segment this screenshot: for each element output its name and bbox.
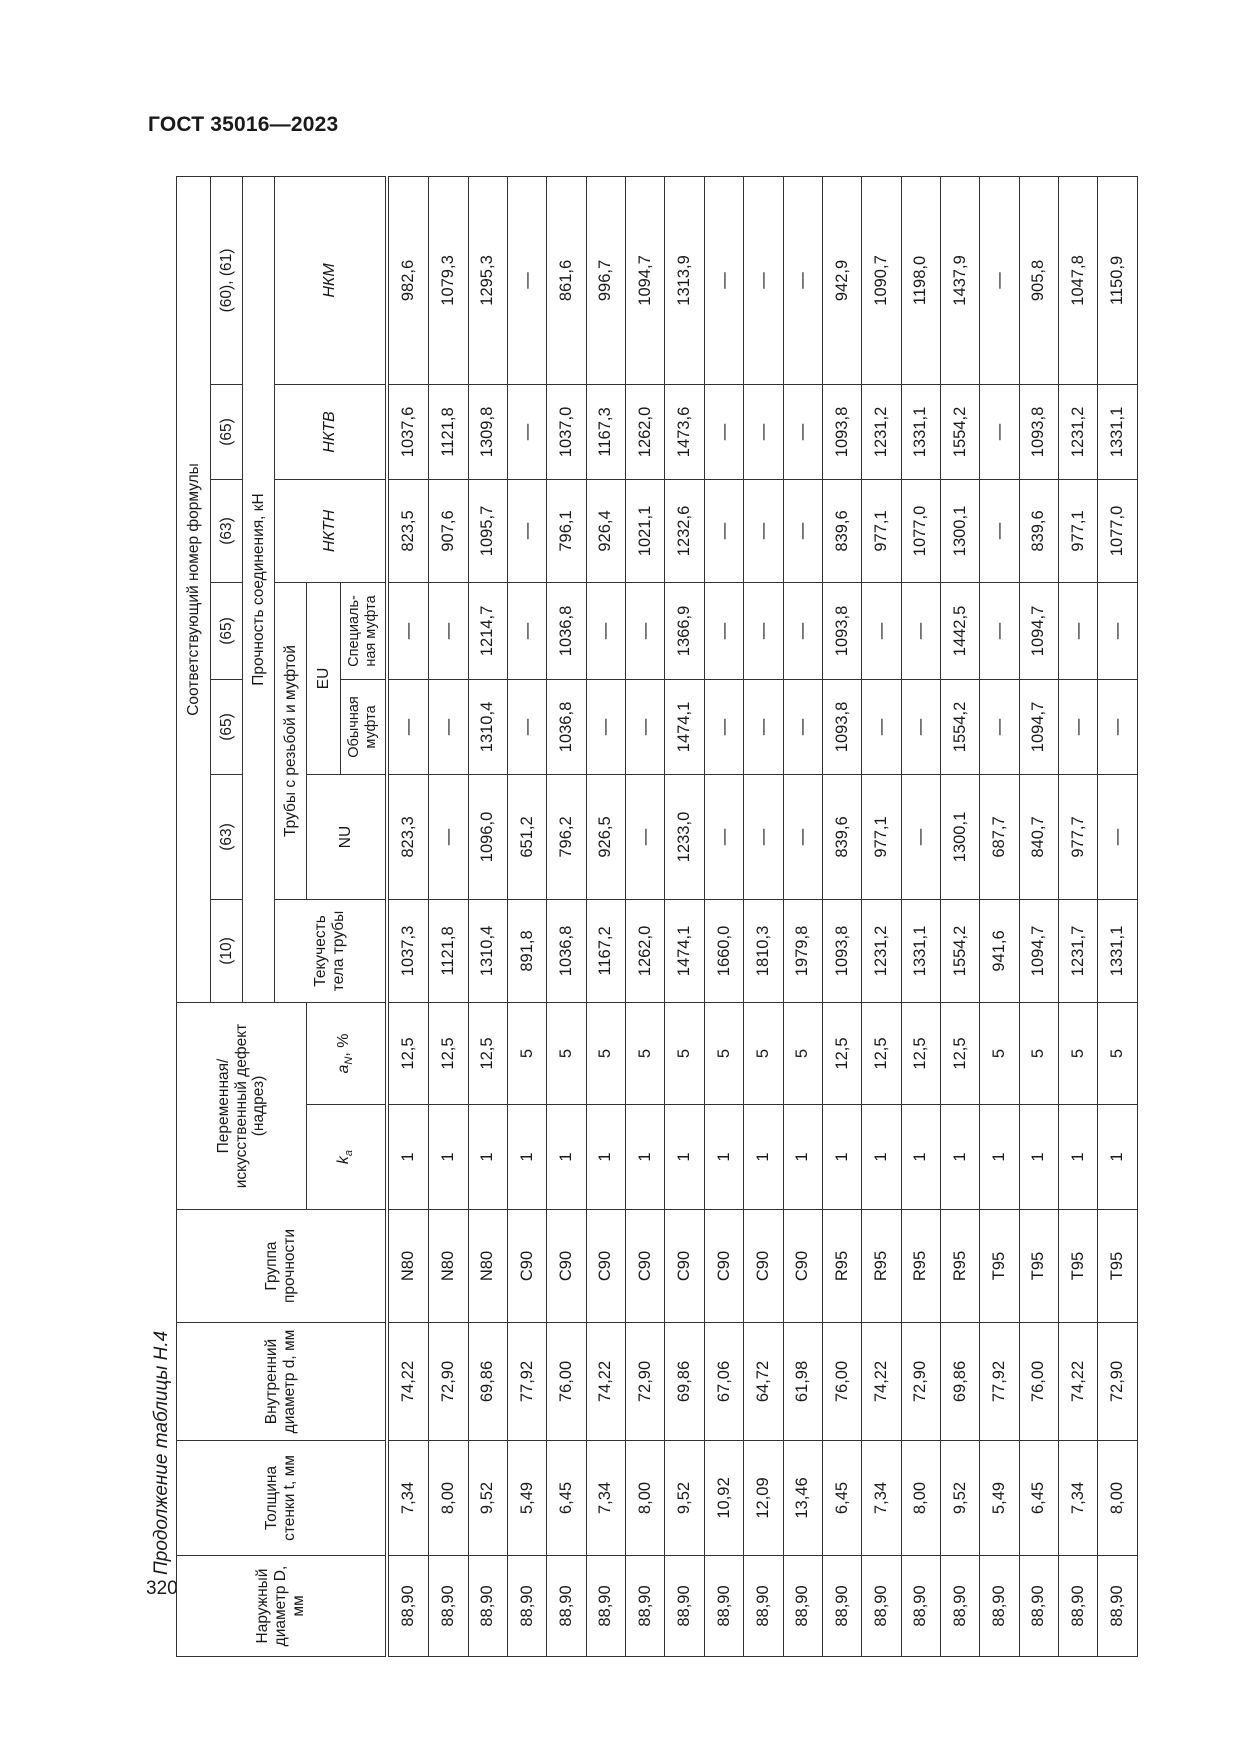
- table-cell: 6,45: [822, 1441, 861, 1556]
- table-cell: —: [704, 582, 743, 679]
- table-cell: —: [744, 774, 783, 899]
- col-head-body-yield: Текучесть тела трубы: [275, 899, 387, 1002]
- table-row: [508, 176, 547, 1656]
- table-cell: 1310,4: [468, 899, 507, 1002]
- table-cell: 88,90: [862, 1556, 901, 1657]
- table-caption: Продолжение таблицы Н.4: [151, 1330, 172, 1575]
- table-cell: C90: [586, 1210, 625, 1323]
- table-row: [1019, 176, 1058, 1656]
- table-cell: 1300,1: [940, 479, 979, 582]
- page-number: 320: [146, 1578, 178, 1599]
- table-cell: 1554,2: [940, 384, 979, 479]
- table-cell: 7,34: [1059, 1441, 1098, 1556]
- col-head-special-coupling: Специаль-ная муфта: [341, 582, 387, 679]
- table-cell: 88,90: [586, 1556, 625, 1657]
- table-cell: 905,8: [1019, 176, 1058, 384]
- table-cell: —: [508, 582, 547, 679]
- col-head-outer-diameter: Наружный диаметр D, мм: [177, 1556, 387, 1657]
- table-cell: 88,90: [1019, 1556, 1058, 1657]
- table-cell: 823,3: [387, 774, 429, 899]
- table-cell: 76,00: [1019, 1323, 1058, 1441]
- table-cell: 1310,4: [468, 679, 507, 774]
- table-cell: 72,90: [1098, 1323, 1138, 1441]
- table-row: [586, 176, 625, 1656]
- table-cell: 88,90: [980, 1556, 1019, 1657]
- table-cell: 1079,3: [429, 176, 468, 384]
- table-cell: 1554,2: [940, 679, 979, 774]
- table-cell: 1093,8: [822, 384, 861, 479]
- table-cell: 5: [508, 1002, 547, 1104]
- table-cell: 1: [586, 1105, 625, 1210]
- table-cell: 8,00: [626, 1441, 665, 1556]
- table-row: [387, 176, 429, 1656]
- table-cell: 1: [387, 1105, 429, 1210]
- table-cell: 88,90: [822, 1556, 861, 1657]
- table-cell: —: [980, 679, 1019, 774]
- table-cell: 1: [940, 1105, 979, 1210]
- table-cell: 1093,8: [822, 679, 861, 774]
- table-cell: C90: [704, 1210, 743, 1323]
- table-cell: 840,7: [1019, 774, 1058, 899]
- col-head-an: $a_N$, %: [307, 1002, 387, 1104]
- table-cell: 1: [547, 1105, 586, 1210]
- table-cell: —: [783, 774, 822, 899]
- table-cell: 1262,0: [626, 899, 665, 1002]
- table-cell: 64,72: [744, 1323, 783, 1441]
- table-cell: 88,90: [387, 1556, 429, 1657]
- table-cell: 1331,1: [901, 384, 940, 479]
- table-cell: 839,6: [1019, 479, 1058, 582]
- table-cell: 1313,9: [665, 176, 704, 384]
- formula-number: (65): [211, 582, 243, 679]
- table-cell: R95: [940, 1210, 979, 1323]
- table-cell: 1167,3: [586, 384, 625, 479]
- table-cell: C90: [665, 1210, 704, 1323]
- table-cell: 5: [626, 1002, 665, 1104]
- table-cell: 74,22: [387, 1323, 429, 1441]
- table-cell: —: [744, 679, 783, 774]
- table-cell: 77,92: [508, 1323, 547, 1441]
- table-cell: —: [586, 679, 625, 774]
- table-cell: 1: [704, 1105, 743, 1210]
- table-cell: —: [704, 176, 743, 384]
- table-cell: 88,90: [508, 1556, 547, 1657]
- col-head-nu: NU: [307, 774, 387, 899]
- table-cell: 1331,1: [1098, 899, 1138, 1002]
- table-cell: 1150,9: [1098, 176, 1138, 384]
- table-cell: 907,6: [429, 479, 468, 582]
- table-cell: 1295,3: [468, 176, 507, 384]
- table-cell: 1442,5: [940, 582, 979, 679]
- table-cell: 1: [1098, 1105, 1138, 1210]
- table-row: [704, 176, 743, 1656]
- table-cell: 1: [1019, 1105, 1058, 1210]
- col-head-wall-thickness: Толщина стенки t, мм: [177, 1441, 387, 1556]
- table-cell: 1231,2: [862, 899, 901, 1002]
- table-cell: 5: [547, 1002, 586, 1104]
- table-cell: 77,92: [980, 1323, 1019, 1441]
- table-cell: 9,52: [468, 1441, 507, 1556]
- table-cell: 941,6: [980, 899, 1019, 1002]
- table-cell: 687,7: [980, 774, 1019, 899]
- table-cell: 1232,6: [665, 479, 704, 582]
- table-cell: 1021,1: [626, 479, 665, 582]
- table-cell: 1096,0: [468, 774, 507, 899]
- table-cell: 1231,2: [1059, 384, 1098, 479]
- table-cell: 1660,0: [704, 899, 743, 1002]
- table-cell: 8,00: [429, 1441, 468, 1556]
- table-cell: C90: [744, 1210, 783, 1323]
- table-cell: 1077,0: [901, 479, 940, 582]
- table-cell: 5: [744, 1002, 783, 1104]
- table-cell: 8,00: [1098, 1441, 1138, 1556]
- table-cell: 1090,7: [862, 176, 901, 384]
- table-row: [862, 176, 901, 1656]
- table-cell: 8,00: [901, 1441, 940, 1556]
- table-cell: 12,5: [468, 1002, 507, 1104]
- formula-number: (65): [211, 679, 243, 774]
- table-cell: 1231,2: [862, 384, 901, 479]
- table-cell: 1: [626, 1105, 665, 1210]
- table-cell: 5: [980, 1002, 1019, 1104]
- table-cell: T95: [1019, 1210, 1058, 1323]
- table-cell: —: [744, 176, 783, 384]
- col-head-nktn: НКТН: [275, 479, 387, 582]
- table-cell: 88,90: [744, 1556, 783, 1657]
- table-cell: 1198,0: [901, 176, 940, 384]
- table-cell: 12,5: [862, 1002, 901, 1104]
- table-cell: 1979,8: [783, 899, 822, 1002]
- table-cell: 12,5: [901, 1002, 940, 1104]
- table-cell: 1331,1: [1098, 384, 1138, 479]
- table-cell: 996,7: [586, 176, 625, 384]
- table-cell: R95: [901, 1210, 940, 1323]
- col-head-inner-diameter: Внутренний диаметр d, мм: [177, 1323, 387, 1441]
- table-cell: —: [744, 582, 783, 679]
- table-cell: —: [626, 679, 665, 774]
- table-cell: 88,90: [429, 1556, 468, 1657]
- table-cell: 5: [704, 1002, 743, 1104]
- table-cell: 1093,8: [822, 582, 861, 679]
- table-cell: 1: [980, 1105, 1019, 1210]
- table-cell: 823,5: [387, 479, 429, 582]
- table-cell: 1: [862, 1105, 901, 1210]
- table-cell: R95: [862, 1210, 901, 1323]
- table-cell: —: [980, 582, 1019, 679]
- table-cell: 839,6: [822, 479, 861, 582]
- table-cell: 1036,8: [547, 582, 586, 679]
- table-head: [177, 176, 387, 1656]
- table-cell: 1037,3: [387, 899, 429, 1002]
- table-cell: —: [901, 582, 940, 679]
- table-cell: 1: [429, 1105, 468, 1210]
- col-head-nkm: НКМ: [275, 176, 387, 384]
- table-cell: 88,90: [665, 1556, 704, 1657]
- table-cell: C90: [626, 1210, 665, 1323]
- table-row: [940, 176, 979, 1656]
- table-cell: 1214,7: [468, 582, 507, 679]
- table-cell: —: [429, 774, 468, 899]
- table-cell: 7,34: [387, 1441, 429, 1556]
- table-cell: 88,90: [626, 1556, 665, 1657]
- table-cell: —: [783, 176, 822, 384]
- table-cell: —: [901, 774, 940, 899]
- table-cell: —: [704, 774, 743, 899]
- table-cell: 1437,9: [940, 176, 979, 384]
- table-cell: 1077,0: [1098, 479, 1138, 582]
- col-head-threaded-coupled: Трубы с резьбой и муфтой: [275, 582, 307, 899]
- table-cell: 926,4: [586, 479, 625, 582]
- col-head-nktv: НКТВ: [275, 384, 387, 479]
- table-cell: 76,00: [822, 1323, 861, 1441]
- table-cell: 1094,7: [1019, 679, 1058, 774]
- table-cell: 796,1: [547, 479, 586, 582]
- table-cell: 1: [1059, 1105, 1098, 1210]
- table-cell: 5,49: [508, 1441, 547, 1556]
- table-cell: 942,9: [822, 176, 861, 384]
- table-cell: 88,90: [940, 1556, 979, 1657]
- col-head-regular-coupling: Обычная муфта: [341, 679, 387, 774]
- table-cell: —: [1098, 679, 1138, 774]
- table-cell: —: [387, 679, 429, 774]
- formula-number: (63): [211, 479, 243, 582]
- table-cell: 1: [822, 1105, 861, 1210]
- table-cell: —: [744, 384, 783, 479]
- table-cell: 1231,7: [1059, 899, 1098, 1002]
- table-cell: 651,2: [508, 774, 547, 899]
- table-cell: 72,90: [901, 1323, 940, 1441]
- table-cell: N80: [387, 1210, 429, 1323]
- table-cell: 1121,8: [429, 384, 468, 479]
- table-cell: 1: [901, 1105, 940, 1210]
- table-cell: 1: [508, 1105, 547, 1210]
- table-row: [665, 176, 704, 1656]
- table-cell: 1474,1: [665, 899, 704, 1002]
- table-cell: 861,6: [547, 176, 586, 384]
- table-cell: —: [1059, 679, 1098, 774]
- table-cell: T95: [1059, 1210, 1098, 1323]
- table-cell: 1036,8: [547, 899, 586, 1002]
- table-cell: N80: [468, 1210, 507, 1323]
- table-row: [429, 176, 468, 1656]
- table-cell: 69,86: [940, 1323, 979, 1441]
- table-cell: 1: [665, 1105, 704, 1210]
- table-cell: R95: [822, 1210, 861, 1323]
- table-cell: 1366,9: [665, 582, 704, 679]
- col-head-connection-strength: Прочность соединения, кН: [243, 176, 275, 1002]
- table-cell: 1121,8: [429, 899, 468, 1002]
- table-cell: 13,46: [783, 1441, 822, 1556]
- table-cell: 74,22: [1059, 1323, 1098, 1441]
- table-cell: 12,5: [429, 1002, 468, 1104]
- table-cell: 5: [586, 1002, 625, 1104]
- table-cell: 88,90: [901, 1556, 940, 1657]
- table-cell: 1094,7: [1019, 582, 1058, 679]
- table-cell: 7,34: [862, 1441, 901, 1556]
- table-row: [783, 176, 822, 1656]
- table-cell: —: [980, 384, 1019, 479]
- table-cell: 69,86: [468, 1323, 507, 1441]
- table-cell: 12,5: [387, 1002, 429, 1104]
- table-cell: 1094,7: [1019, 899, 1058, 1002]
- table-cell: 1300,1: [940, 774, 979, 899]
- table-cell: —: [783, 384, 822, 479]
- table-row: [1059, 176, 1098, 1656]
- table-cell: 1233,0: [665, 774, 704, 899]
- formula-number: (65): [211, 384, 243, 479]
- table-cell: 1262,0: [626, 384, 665, 479]
- table-cell: —: [704, 679, 743, 774]
- table-cell: N80: [429, 1210, 468, 1323]
- table-cell: 977,7: [1059, 774, 1098, 899]
- table-cell: 88,90: [547, 1556, 586, 1657]
- table-cell: 1095,7: [468, 479, 507, 582]
- table-cell: 1037,0: [547, 384, 586, 479]
- table-row: [980, 176, 1019, 1656]
- table-cell: 1037,6: [387, 384, 429, 479]
- data-table: [176, 176, 1138, 1657]
- table-cell: C90: [547, 1210, 586, 1323]
- formula-number: (63): [211, 774, 243, 899]
- table-cell: C90: [508, 1210, 547, 1323]
- table-cell: 7,34: [586, 1441, 625, 1556]
- table-cell: 796,2: [547, 774, 586, 899]
- table-cell: 1094,7: [626, 176, 665, 384]
- table-cell: 88,90: [1098, 1556, 1138, 1657]
- table-cell: —: [704, 479, 743, 582]
- table-cell: 12,09: [744, 1441, 783, 1556]
- table-cell: 5: [1098, 1002, 1138, 1104]
- table-row: [1098, 176, 1138, 1656]
- table-cell: 74,22: [862, 1323, 901, 1441]
- table-row: [744, 176, 783, 1656]
- col-head-ka: $k_a$: [307, 1105, 387, 1210]
- table-cell: —: [1059, 582, 1098, 679]
- table-cell: —: [980, 479, 1019, 582]
- table-cell: —: [429, 582, 468, 679]
- table-cell: 1: [744, 1105, 783, 1210]
- table-cell: 1: [468, 1105, 507, 1210]
- table-cell: 926,5: [586, 774, 625, 899]
- table-cell: 1331,1: [901, 899, 940, 1002]
- table-cell: —: [508, 384, 547, 479]
- table-cell: —: [744, 479, 783, 582]
- document-header: ГОСТ 35016—2023: [148, 113, 339, 136]
- table-row: [547, 176, 586, 1656]
- table-body: [387, 176, 1138, 1656]
- table-cell: 12,5: [822, 1002, 861, 1104]
- table-cell: 5: [665, 1002, 704, 1104]
- table-cell: —: [626, 774, 665, 899]
- table-cell: 9,52: [665, 1441, 704, 1556]
- table-cell: —: [783, 582, 822, 679]
- table-cell: 67,06: [704, 1323, 743, 1441]
- table-cell: 69,86: [665, 1323, 704, 1441]
- table-cell: 977,1: [1059, 479, 1098, 582]
- table-cell: T95: [1098, 1210, 1138, 1323]
- table-row: [468, 176, 507, 1656]
- table-cell: 9,52: [940, 1441, 979, 1556]
- table-cell: 1036,8: [547, 679, 586, 774]
- table-cell: 1047,8: [1059, 176, 1098, 384]
- table-row: [901, 176, 940, 1656]
- table-cell: T95: [980, 1210, 1019, 1323]
- table-cell: 1: [783, 1105, 822, 1210]
- table-cell: 1167,2: [586, 899, 625, 1002]
- table-cell: —: [704, 384, 743, 479]
- table-cell: 72,90: [429, 1323, 468, 1441]
- table-cell: 10,92: [704, 1441, 743, 1556]
- table-cell: 1474,1: [665, 679, 704, 774]
- table-cell: 88,90: [704, 1556, 743, 1657]
- table-cell: —: [508, 679, 547, 774]
- table-cell: 88,90: [1059, 1556, 1098, 1657]
- table-cell: —: [783, 679, 822, 774]
- rotated-table-container: [176, 177, 1138, 1657]
- table-cell: —: [1098, 582, 1138, 679]
- col-head-eu: EU: [307, 582, 341, 774]
- formula-number: (60), (61): [211, 176, 243, 384]
- table-cell: 839,6: [822, 774, 861, 899]
- table-cell: 1309,8: [468, 384, 507, 479]
- table-cell: —: [980, 176, 1019, 384]
- table-cell: 12,5: [940, 1002, 979, 1104]
- table-cell: 88,90: [783, 1556, 822, 1657]
- table-cell: 1810,3: [744, 899, 783, 1002]
- table-row: [822, 176, 861, 1656]
- table-cell: 76,00: [547, 1323, 586, 1441]
- table-cell: —: [901, 679, 940, 774]
- col-head-strength-group: Группа прочности: [177, 1210, 387, 1323]
- table-cell: —: [783, 479, 822, 582]
- table-cell: 1093,8: [822, 899, 861, 1002]
- table-cell: 74,22: [586, 1323, 625, 1441]
- table-cell: 5: [1019, 1002, 1058, 1104]
- formula-number: (10): [211, 899, 243, 1002]
- col-head-formula-title: Соответствующий номер формулы: [177, 176, 211, 1002]
- table-cell: —: [387, 582, 429, 679]
- table-cell: 1473,6: [665, 384, 704, 479]
- table-cell: 72,90: [626, 1323, 665, 1441]
- table-cell: 5: [1059, 1002, 1098, 1104]
- table-cell: 1093,8: [1019, 384, 1058, 479]
- table-row: [626, 176, 665, 1656]
- table-cell: 977,1: [862, 479, 901, 582]
- table-cell: 61,98: [783, 1323, 822, 1441]
- table-cell: —: [862, 582, 901, 679]
- table-cell: —: [429, 679, 468, 774]
- table-cell: 1554,2: [940, 899, 979, 1002]
- table-cell: 891,8: [508, 899, 547, 1002]
- table-cell: 977,1: [862, 774, 901, 899]
- table-cell: 982,6: [387, 176, 429, 384]
- table-cell: 88,90: [468, 1556, 507, 1657]
- table-cell: 6,45: [547, 1441, 586, 1556]
- table-cell: C90: [783, 1210, 822, 1323]
- col-head-defect: Переменная/ искусственный дефект (надрез): [177, 1002, 307, 1209]
- table-cell: —: [508, 479, 547, 582]
- table-cell: —: [626, 582, 665, 679]
- table-cell: 5,49: [980, 1441, 1019, 1556]
- table-cell: 6,45: [1019, 1441, 1058, 1556]
- table-cell: —: [1098, 774, 1138, 899]
- table-cell: —: [508, 176, 547, 384]
- table-cell: 5: [783, 1002, 822, 1104]
- table-cell: —: [586, 582, 625, 679]
- table-cell: —: [862, 679, 901, 774]
